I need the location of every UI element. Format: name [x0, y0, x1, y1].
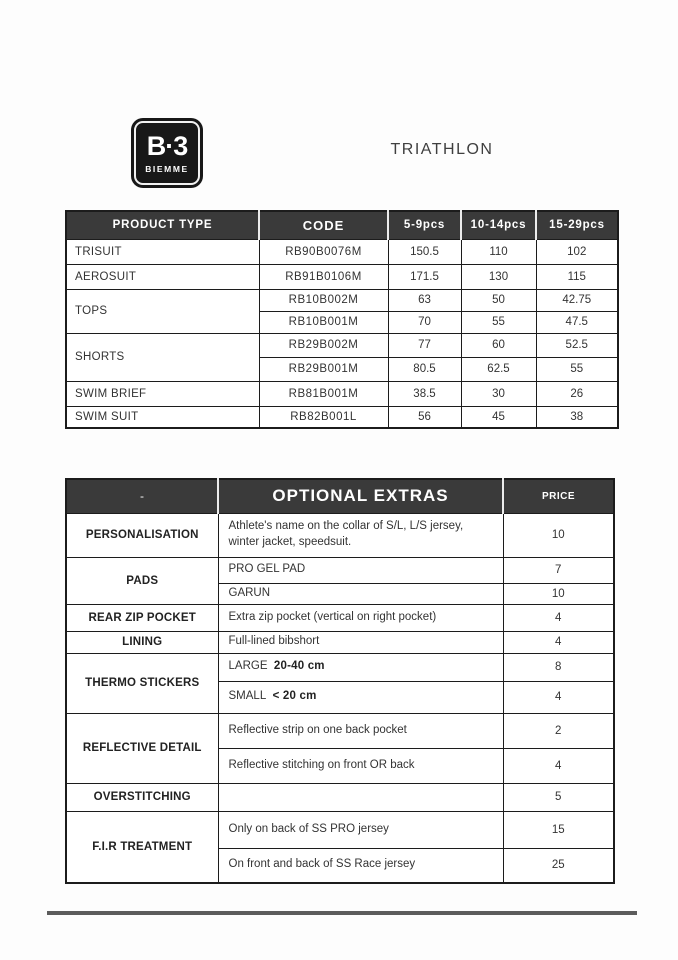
price-table-row-shorts-1	[66, 333, 618, 357]
extras-price-cell: 4	[503, 681, 614, 713]
extras-description-cell: LARGE 20-40 cm	[218, 653, 503, 681]
extras-description-bold: < 20 cm	[272, 690, 317, 703]
code-cell: RB10B002M	[259, 289, 388, 311]
product-type-cell: TOPS	[66, 289, 259, 333]
page-title: TRIATHLON	[390, 141, 494, 158]
extras-description-cell: SMALL < 20 cm	[218, 681, 503, 713]
extras-label-cell: LINING	[66, 631, 218, 653]
extras-description-bold: 20-40 cm	[273, 660, 325, 673]
extras-description-cell: Extra zip pocket (vertical on right pocket)	[218, 604, 503, 631]
price-cell-10-14pcs: 50	[461, 289, 536, 311]
price-table-row-swim-brief	[66, 381, 618, 406]
extras-description-cell: On front and back of SS Race jersey	[218, 848, 503, 883]
extras-description-cell: Reflective stitching on front OR back	[218, 748, 503, 783]
extras-label-cell: OVERSTITCHING	[66, 783, 218, 811]
product-type-cell: AEROSUIT	[66, 264, 259, 289]
extras-price-cell: 4	[503, 631, 614, 653]
price-cell-10-14pcs: 62.5	[461, 357, 536, 381]
price-cell-5-9pcs: 77	[388, 333, 461, 357]
price-cell-10-14pcs: 45	[461, 406, 536, 428]
code-cell: RB90B0076M	[259, 239, 388, 264]
extras-price-cell: 2	[503, 713, 614, 748]
header-cell-dash: -	[66, 479, 218, 513]
price-cell-10-14pcs: 110	[461, 239, 536, 264]
header-cell-optional-extras: OPTIONAL EXTRAS	[218, 479, 503, 513]
extras-label-cell: F.I.R TREATMENT	[66, 811, 218, 883]
extras-label-cell: REFLECTIVE DETAIL	[66, 713, 218, 783]
header-cell-code: CODE	[259, 211, 388, 239]
product-type-cell: SHORTS	[66, 333, 259, 381]
extras-row-rear-zip-pocket	[66, 604, 614, 631]
price-cell-5-9pcs: 80.5	[388, 357, 461, 381]
extras-label-cell: THERMO STICKERS	[66, 653, 218, 713]
extras-price-cell: 10	[503, 513, 614, 557]
extras-label-cell: REAR ZIP POCKET	[66, 604, 218, 631]
price-cell-5-9pcs: 63	[388, 289, 461, 311]
extras-price-cell: 4	[503, 748, 614, 783]
extras-description-cell: Reflective strip on one back pocket	[218, 713, 503, 748]
code-cell: RB29B001M	[259, 357, 388, 381]
extras-price-cell: 5	[503, 783, 614, 811]
price-cell-15-29pcs: 26	[536, 381, 618, 406]
extras-price-cell: 10	[503, 583, 614, 604]
price-cell-5-9pcs: 150.5	[388, 239, 461, 264]
price-cell-15-29pcs: 115	[536, 264, 618, 289]
extras-row-reflective-detail-1	[66, 713, 614, 748]
price-cell-10-14pcs: 130	[461, 264, 536, 289]
price-table-row-tops-1	[66, 289, 618, 311]
code-cell: RB81B001M	[259, 381, 388, 406]
header-cell-15-29pcs: 15-29pcs	[536, 211, 618, 239]
extras-description-cell: GARUN	[218, 583, 503, 604]
extras-row-f-i-r-treatment-1	[66, 811, 614, 848]
price-cell-15-29pcs: 102	[536, 239, 618, 264]
code-cell: RB82B001L	[259, 406, 388, 428]
biemme-logo	[131, 118, 203, 188]
extras-row-lining	[66, 631, 614, 653]
footer-divider	[47, 911, 637, 915]
extras-row-overstitching	[66, 783, 614, 811]
extras-description-cell: Only on back of SS PRO jersey	[218, 811, 503, 848]
price-table-row-swim-suit	[66, 406, 618, 428]
product-type-cell: SWIM BRIEF	[66, 381, 259, 406]
extras-row-thermo-stickers-1	[66, 653, 614, 681]
product-type-cell: TRISUIT	[66, 239, 259, 264]
extras-price-cell: 15	[503, 811, 614, 848]
code-cell: RB29B002M	[259, 333, 388, 357]
extras-row-personalisation	[66, 513, 614, 557]
extras-price-cell: 8	[503, 653, 614, 681]
price-cell-10-14pcs: 60	[461, 333, 536, 357]
extras-description-cell: PRO GEL PAD	[218, 557, 503, 583]
price-table	[65, 210, 619, 429]
header-cell-5-9pcs: 5-9pcs	[388, 211, 461, 239]
header-cell-price: PRICE	[503, 479, 614, 513]
logo-mark: B·3	[146, 131, 188, 161]
extras-header-row	[66, 479, 614, 513]
extras-description-cell: Full-lined bibshort	[218, 631, 503, 653]
extras-row-pads-1	[66, 557, 614, 583]
extras-label-cell: PADS	[66, 557, 218, 604]
price-cell-15-29pcs: 52.5	[536, 333, 618, 357]
price-cell-15-29pcs: 47.5	[536, 311, 618, 333]
price-cell-15-29pcs: 55	[536, 357, 618, 381]
extras-price-cell: 4	[503, 604, 614, 631]
logo-ring	[134, 121, 200, 185]
price-cell-5-9pcs: 56	[388, 406, 461, 428]
extras-description-cell: Athlete's name on the collar of S/L, L/S jersey, winter jacket, speedsuit.	[218, 513, 503, 557]
product-type-cell: SWIM SUIT	[66, 406, 259, 428]
extras-price-cell: 25	[503, 848, 614, 883]
code-cell: RB10B001M	[259, 311, 388, 333]
price-table-row-trisuit	[66, 239, 618, 264]
logo-brand-name: BIEMME	[145, 164, 189, 174]
price-cell-15-29pcs: 38	[536, 406, 618, 428]
price-cell-5-9pcs: 70	[388, 311, 461, 333]
price-cell-15-29pcs: 42.75	[536, 289, 618, 311]
price-cell-10-14pcs: 30	[461, 381, 536, 406]
extras-label-cell: PERSONALISATION	[66, 513, 218, 557]
price-cell-5-9pcs: 171.5	[388, 264, 461, 289]
header-cell-10-14pcs: 10-14pcs	[461, 211, 536, 239]
code-cell: RB91B0106M	[259, 264, 388, 289]
price-table-row-aerosuit	[66, 264, 618, 289]
header-cell-product-type: PRODUCT TYPE	[66, 211, 259, 239]
price-table-header-row	[66, 211, 618, 239]
price-cell-5-9pcs: 38.5	[388, 381, 461, 406]
optional-extras-table	[65, 478, 615, 884]
extras-price-cell: 7	[503, 557, 614, 583]
price-cell-10-14pcs: 55	[461, 311, 536, 333]
extras-description-cell	[218, 783, 503, 811]
